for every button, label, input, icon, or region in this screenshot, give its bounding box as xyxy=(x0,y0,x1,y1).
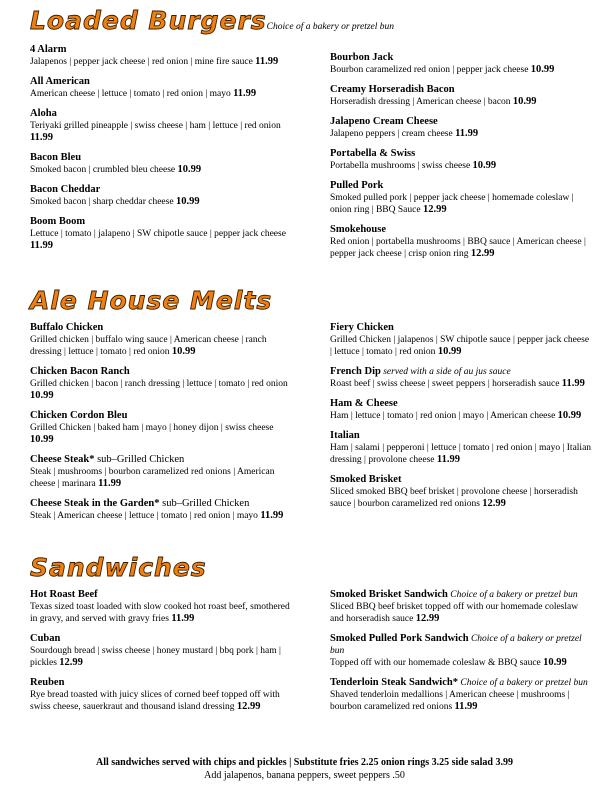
item-price: 12.99 xyxy=(59,657,83,668)
menu-item-description xyxy=(30,334,292,358)
item-name-text: Jalapeno Cream Cheese xyxy=(330,116,438,127)
item-substitution-note: sub–Grilled Chicken xyxy=(94,454,185,465)
menu-item xyxy=(30,184,292,208)
menu-item xyxy=(330,322,592,358)
item-note: served with a side of au jus sauce xyxy=(380,367,511,377)
menu-item-name xyxy=(30,184,292,196)
item-price: 10.99 xyxy=(512,96,537,107)
menu-item-name xyxy=(30,216,292,228)
menu-item-name xyxy=(30,44,292,56)
menu-item-description xyxy=(330,689,592,713)
menu-item xyxy=(30,322,292,358)
menu-item xyxy=(30,589,292,625)
item-price: 10.99 xyxy=(30,434,54,445)
item-name-text: Bacon Cheddar xyxy=(30,184,101,195)
menu-item xyxy=(30,677,292,713)
item-description-text: Sliced smoked BBQ beef brisket | provolone cheese | horseradish sauce | bourbon caramelized red onions xyxy=(330,487,578,509)
menu-item-description xyxy=(330,657,592,669)
item-price: 10.99 xyxy=(171,346,196,357)
section-subtitle: Choice of a bakery or pretzel bun xyxy=(266,22,395,32)
item-description-text: Red onion | portabella mushrooms | BBQ sauce | American cheese | pepper jack cheese | crisp onion ring xyxy=(330,237,586,259)
menu-item-description xyxy=(30,510,292,522)
item-name-text: Reuben xyxy=(30,677,65,688)
menu-item xyxy=(330,224,592,260)
item-price: 10.99 xyxy=(177,164,202,175)
menu-item xyxy=(330,116,592,140)
item-price: 12.99 xyxy=(422,204,447,215)
menu-item-name xyxy=(330,633,592,657)
menu-item xyxy=(330,430,592,466)
item-name-text: Boom Boom xyxy=(30,216,86,227)
footer-line-2: Add jalapenos, banana peppers, sweet peppers .50 xyxy=(204,770,405,781)
menu-item xyxy=(30,454,292,490)
menu-item-name xyxy=(30,589,292,601)
menu-item-name xyxy=(330,398,592,410)
sandwiches-left-column xyxy=(30,589,292,721)
burgers-left-column xyxy=(30,44,292,260)
item-price: 11.99 xyxy=(30,132,54,143)
menu-item-description xyxy=(30,164,292,176)
menu-item-description xyxy=(330,64,592,76)
menu-item-name xyxy=(330,677,592,689)
item-description-text: Lettuce | tomato | jalapeno | SW chipotle sauce | pepper jack cheese xyxy=(30,229,286,239)
menu-item xyxy=(30,216,292,252)
item-name-text: Cheese Steak* xyxy=(30,454,95,465)
item-name-text: Smoked Brisket xyxy=(330,474,402,485)
item-price: 11.99 xyxy=(455,128,479,139)
menu-item xyxy=(30,366,292,402)
menu-item-name xyxy=(330,474,592,486)
menu-item-name xyxy=(30,633,292,645)
menu-item-name xyxy=(30,366,292,378)
item-description-text: Ham | lettuce | tomato | red onion | mayo | American cheese xyxy=(330,411,556,421)
menu-item-description xyxy=(330,486,592,510)
item-name-text: Cuban xyxy=(30,633,61,644)
item-name-text: Smoked Pulled Pork Sandwich xyxy=(330,633,469,644)
menu-item-description xyxy=(30,466,292,490)
menu-item-description xyxy=(30,56,292,68)
menu-item-description xyxy=(30,422,292,446)
menu-item-name xyxy=(30,152,292,164)
menu-item-description xyxy=(330,378,592,390)
menu-item-name xyxy=(330,589,592,601)
menu-item-name xyxy=(30,454,292,466)
menu-item xyxy=(330,398,592,422)
menu-item-description xyxy=(30,228,292,252)
item-name-text: French Dip xyxy=(330,366,381,377)
burgers-right-column xyxy=(330,52,592,268)
menu-item-description xyxy=(30,88,292,100)
menu-item-name xyxy=(330,180,592,192)
menu-item xyxy=(330,84,592,108)
menu-item-description xyxy=(30,196,292,208)
menu-item-description xyxy=(330,442,592,466)
item-price: 12.99 xyxy=(482,498,506,509)
item-name-text: Cheese Steak in the Garden* xyxy=(30,498,160,509)
menu-item-description xyxy=(30,378,292,402)
menu-item-name xyxy=(330,430,592,442)
item-name-text: Chicken Cordon Bleu xyxy=(30,410,128,421)
item-price: 11.99 xyxy=(98,478,122,489)
footer-line-1-rest: fries 2.25 onion rings 3.25 side salad 3.99 xyxy=(337,757,513,768)
menu-item xyxy=(330,148,592,172)
menu-item-name xyxy=(330,52,592,64)
item-price: 11.99 xyxy=(436,454,460,465)
item-note: Choice of a bakery or pretzel bun xyxy=(447,590,578,600)
item-price: 10.99 xyxy=(543,657,567,668)
item-price: 11.99 xyxy=(30,240,54,251)
menu-item-description xyxy=(330,128,592,140)
item-price: 10.99 xyxy=(472,160,497,171)
item-description-text: Sourdough bread | swiss cheese | honey mustard | bbq pork | ham | pickles xyxy=(30,646,281,668)
menu-item xyxy=(330,633,592,669)
item-description-text: Grilled Chicken | baked ham | mayo | honey dijon | swiss cheese xyxy=(30,423,274,433)
menu-item xyxy=(30,633,292,669)
menu-item xyxy=(30,498,292,522)
menu-footer xyxy=(0,756,609,782)
item-name-text: Buffalo Chicken xyxy=(30,322,104,333)
item-description-text: Steak | American cheese | lettuce | tomato | red onion | mayo xyxy=(30,511,258,521)
menu-item-name xyxy=(30,108,292,120)
menu-item xyxy=(330,180,592,216)
item-price: 10.99 xyxy=(30,390,54,401)
menu-item-description xyxy=(330,601,592,625)
item-price: 12.99 xyxy=(415,613,440,624)
menu-item xyxy=(330,474,592,510)
item-description-text: Steak | mushrooms | bourbon caramelized red onions | American cheese | marinara xyxy=(30,467,275,489)
menu-item xyxy=(30,44,292,68)
item-name-text: Aloha xyxy=(30,108,57,119)
menu-item-description xyxy=(330,236,592,260)
menu-item-name xyxy=(30,76,292,88)
item-note: Choice of a bakery or pretzel bun xyxy=(330,634,582,656)
item-substitution-note: sub–Grilled Chicken xyxy=(159,498,250,509)
menu-item-name xyxy=(330,148,592,160)
melts-right-column xyxy=(330,322,592,518)
item-price: 12.99 xyxy=(236,701,261,712)
menu-item-description xyxy=(30,689,292,713)
item-description-text: Portabella mushrooms | swiss cheese xyxy=(330,161,471,171)
item-name-text: 4 Alarm xyxy=(30,44,67,55)
menu-item-name xyxy=(30,677,292,689)
item-name-text: Chicken Bacon Ranch xyxy=(30,366,130,377)
item-description-text: Horseradish dressing | American cheese | bacon xyxy=(330,97,511,107)
menu-item-name xyxy=(30,322,292,334)
item-price: 10.99 xyxy=(437,346,462,357)
item-name-text: Hot Roast Beef xyxy=(30,589,98,600)
menu-item-name xyxy=(330,366,592,378)
menu-item-description xyxy=(330,410,592,422)
item-description-text: Shaved tenderloin medallions | American cheese | mushrooms | bourbon caramelized red onions xyxy=(330,690,570,712)
item-name-text: Fiery Chicken xyxy=(330,322,394,333)
menu-item-description xyxy=(330,96,592,108)
sandwiches-right-column xyxy=(330,589,592,721)
item-price: 10.99 xyxy=(530,64,555,75)
item-description-text: Smoked bacon | sharp cheddar cheese xyxy=(30,197,174,207)
item-description-text: American cheese | lettuce | tomato | red onion | mayo xyxy=(30,89,231,99)
item-price: 11.99 xyxy=(171,613,195,624)
item-price: 12.99 xyxy=(470,248,495,259)
menu-item-description xyxy=(30,601,292,625)
menu-item-name xyxy=(330,322,592,334)
melts-left-column xyxy=(30,322,292,530)
menu-item-description xyxy=(30,645,292,669)
item-name-text: Smokehouse xyxy=(330,224,387,235)
item-description-text: Texas sized toast loaded with slow cooked hot roast beef, smothered in gravy, and served with gravy fries xyxy=(30,602,290,624)
item-name-text: Tenderloin Steak Sandwich* xyxy=(330,677,458,688)
item-description-text: Teriyaki grilled pineapple | swiss cheese | ham | lettuce | red onion xyxy=(30,121,281,131)
menu-item-description xyxy=(330,160,592,172)
item-price: 11.99 xyxy=(260,510,284,521)
item-description-text: Topped off with our homemade coleslaw & BBQ sauce xyxy=(330,658,541,668)
item-name-text: Bacon Bleu xyxy=(30,152,82,163)
item-name-text: Smoked Brisket Sandwich xyxy=(330,589,448,600)
item-description-text: Grilled chicken | buffalo wing sauce | American cheese | ranch dressing | lettuce | tomato | red onion xyxy=(30,335,267,357)
item-description-text: Bourbon caramelized red onion | pepper jack cheese xyxy=(330,65,529,75)
menu-item xyxy=(30,76,292,100)
item-description-text: Smoked pulled pork | pepper jack cheese | homemade coleslaw | onion ring | BBQ Sauce xyxy=(330,193,574,215)
menu-item xyxy=(330,589,592,625)
menu-item-name xyxy=(330,116,592,128)
menu-item xyxy=(30,410,292,446)
item-description-text: Grilled Chicken | jalapenos | SW chipotle sauce | pepper jack cheese | lettuce | tomato | red onion xyxy=(330,335,590,357)
item-price: 10.99 xyxy=(557,410,582,421)
menu-item xyxy=(330,52,592,76)
section-title-sandwiches: Sandwiches xyxy=(30,553,207,582)
item-description-text: Sliced BBQ beef brisket topped off with our homemade coleslaw and horseradish sauce xyxy=(330,602,579,624)
menu-item-description xyxy=(330,192,592,216)
item-price: 10.99 xyxy=(175,196,200,207)
item-price: 11.99 xyxy=(454,701,478,712)
item-name-text: Creamy Horseradish Bacon xyxy=(330,84,455,95)
item-description-text: Rye bread toasted with juicy slices of corned beef topped off with swiss cheese, sauerkraut and thousand island dressing xyxy=(30,690,280,712)
menu-item xyxy=(30,108,292,144)
menu-item-name xyxy=(30,410,292,422)
item-description-text: Smoked bacon | crumbled bleu cheese xyxy=(30,165,176,175)
menu-item-name xyxy=(330,84,592,96)
section-title-loaded-burgers: Loaded BurgersChoice of a bakery or pretzel bun xyxy=(30,6,395,35)
item-name-text: Bourbon Jack xyxy=(330,52,394,63)
item-price: 11.99 xyxy=(255,56,279,67)
item-name-text: Pulled Pork xyxy=(330,180,384,191)
item-description-text: Jalapeno peppers | cream cheese xyxy=(330,129,453,139)
section-title-ale-house-melts: Ale House Melts xyxy=(30,286,273,315)
item-description-text: Ham | salami | pepperoni | lettuce | tomato | red onion | mayo | Italian dressing | provolone cheese xyxy=(330,443,592,465)
footer-line-1 xyxy=(0,756,609,769)
footer-line-1-bold: All sandwiches served with chips and pickles | Substitute xyxy=(96,757,338,768)
item-price: 11.99 xyxy=(233,88,257,99)
menu-item xyxy=(330,366,592,390)
item-name-text: Ham & Cheese xyxy=(330,398,398,409)
item-price: 11.99 xyxy=(561,378,585,389)
item-note: Choice of a bakery or pretzel bun xyxy=(457,678,588,688)
menu-item-name xyxy=(330,224,592,236)
item-name-text: All American xyxy=(30,76,90,87)
item-description-text: Jalapenos | pepper jack cheese | red onion | mine fire sauce xyxy=(30,57,253,67)
menu-item-name xyxy=(30,498,292,510)
menu-item-description xyxy=(30,120,292,144)
item-name-text: Portabella & Swiss xyxy=(330,148,416,159)
menu-item xyxy=(30,152,292,176)
menu-item-description xyxy=(330,334,592,358)
item-name-text: Italian xyxy=(330,430,360,441)
item-description-text: Roast beef | swiss cheese | sweet peppers | horseradish sauce xyxy=(330,379,560,389)
item-description-text: Grilled chicken | bacon | ranch dressing | lettuce | tomato | red onion xyxy=(30,379,288,389)
menu-item xyxy=(330,677,592,713)
